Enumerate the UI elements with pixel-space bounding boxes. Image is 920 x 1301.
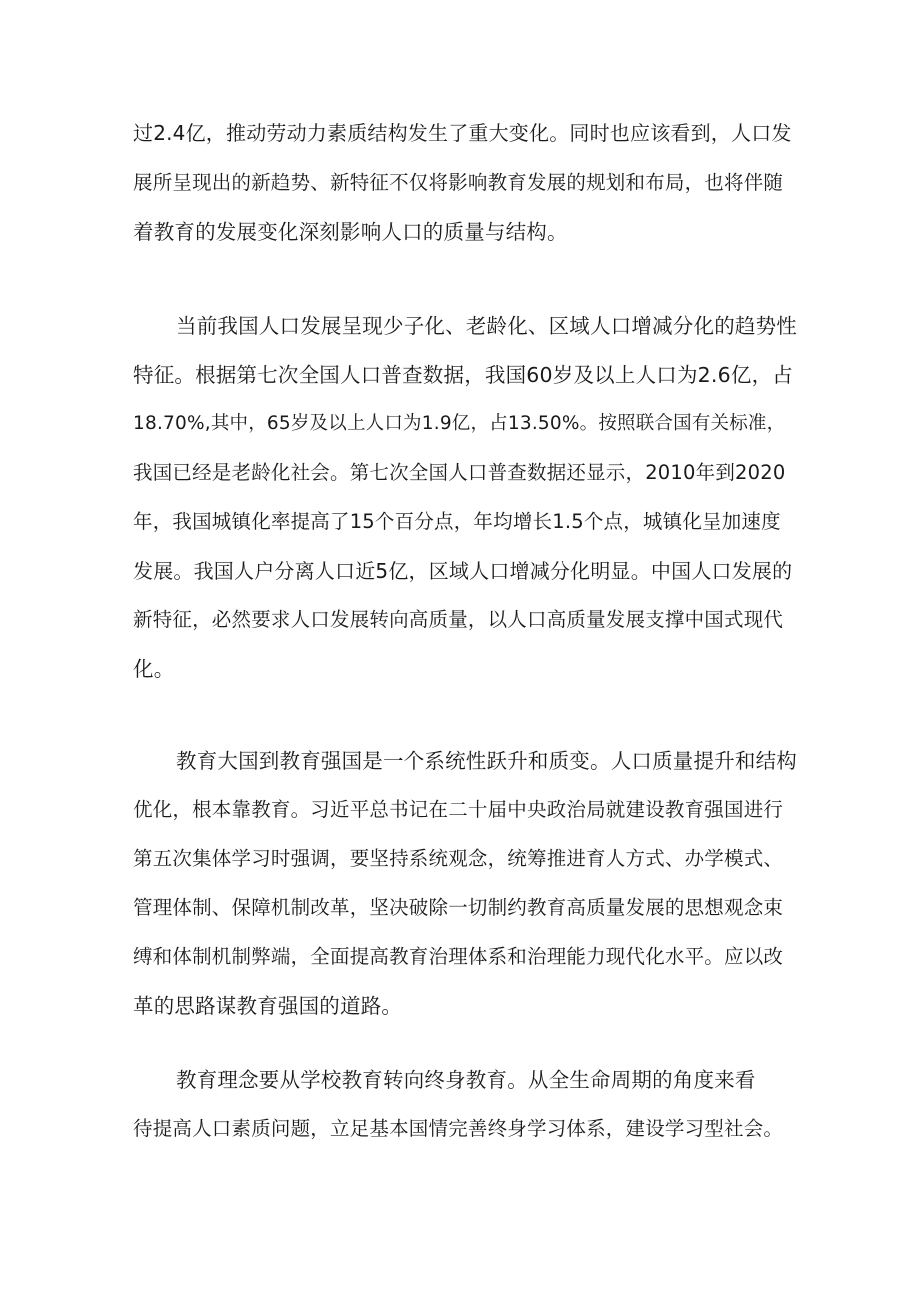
text-line: 缚和体制机制弊端，全面提高教育治理体系和治理能力现代化水平。应以改	[133, 945, 784, 968]
text-line: 发展。我国人户分离人口近5亿，区域人口增减分化明显。中国人口发展的	[133, 559, 793, 583]
text-line: 革的思路谋教育强国的道路。	[133, 994, 403, 1018]
text-line: 新特征，必然要求人口发展转向高质量，以人口高质量发展支撑中国式现代	[133, 608, 784, 631]
text-line: 待提高人口素质问题，立足基本国情完善终身学习体系，建设学习型社会。	[133, 1117, 784, 1140]
text-line: 化。	[133, 657, 175, 681]
text-line: 第五次集体学习时强调，要坚持系统观念，统筹推进育人方式、办学模式、	[133, 847, 784, 870]
text-line: 我国已经是老龄化社会。第七次全国人口普查数据还显示，2010年到2020	[133, 461, 786, 484]
text-line: 当前我国人口发展呈现少子化、老龄化、区域人口增减分化的趋势性	[176, 314, 797, 338]
text-line: 管理体制、保障机制改革，坚决破除一切制约教育高质量发展的思想观念束	[133, 896, 784, 919]
text-line: 过2.4亿，推动劳动力素质结构发生了重大变化。同时也应该看到，人口发	[133, 121, 792, 145]
text-line: 教育理念要从学校教育转向终身教育。从全生命周期的角度来看	[176, 1068, 756, 1092]
text-line: 特征。根据第七次全国人口普查数据，我国60岁及以上人口为2.6亿，占	[133, 363, 793, 387]
text-line: 着教育的发展变化深刻影响人口的质量与结构。	[133, 220, 568, 244]
text-line: 教育大国到教育强国是一个系统性跃升和质变。人口质量提升和结构	[176, 749, 797, 773]
text-line: 展所呈现出的新趋势、新特征不仅将影响教育发展的规划和布局，也将伴随	[133, 171, 784, 194]
text-line: 18.70%,其中，65岁及以上人口为1.9亿，占13.50%。按照联合国有关标准，	[133, 413, 786, 434]
text-line: 优化，根本靠教育。习近平总书记在二十届中央政治局就建设教育强国进行	[133, 798, 784, 821]
text-line: 年，我国城镇化率提高了15个百分点，年均增长1.5个点，城镇化呈加速度	[133, 510, 781, 533]
